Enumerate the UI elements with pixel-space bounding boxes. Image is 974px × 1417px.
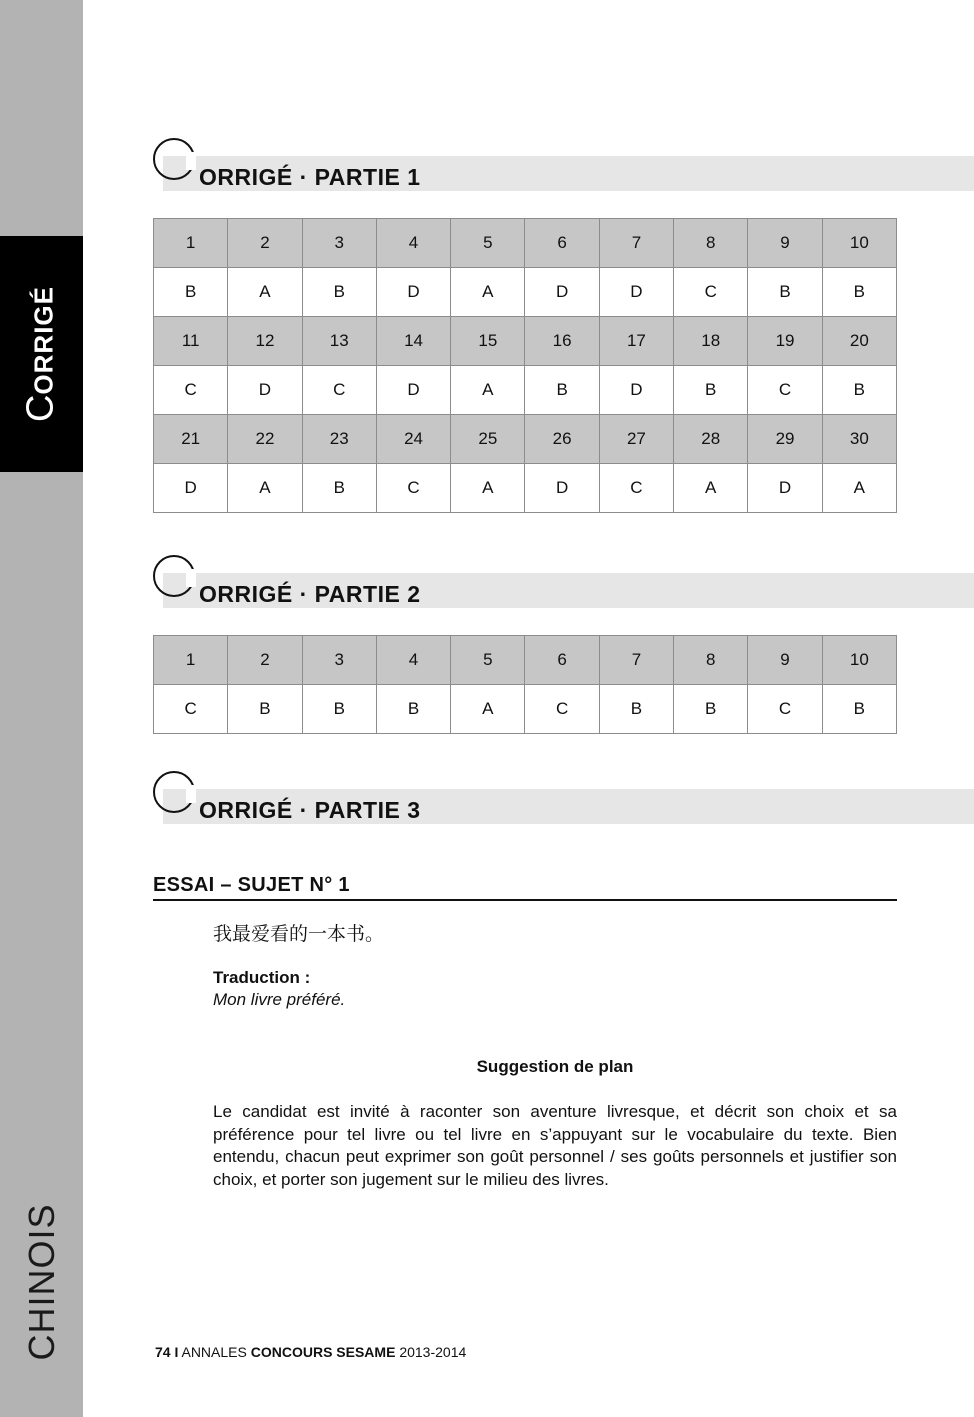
answer-cell: A [674, 464, 748, 513]
answer-cell: A [228, 268, 302, 317]
question-number-cell: 4 [376, 636, 450, 685]
heading-title: ORRIGÉ · PARTIE 1 [199, 164, 421, 190]
essay-chinese-subject: 我最爱看的一本书。 [213, 923, 385, 945]
footer-publication: CONCOURS SESAME [250, 1344, 396, 1360]
question-number-cell: 4 [376, 219, 450, 268]
question-number-cell: 8 [674, 636, 748, 685]
answer-cell: B [822, 268, 896, 317]
answer-cell: B [674, 366, 748, 415]
answer-row [154, 464, 897, 513]
answer-cell: A [228, 464, 302, 513]
translation-text: Mon livre préféré. [213, 990, 346, 1009]
heading-title: ORRIGÉ · PARTIE 3 [199, 797, 421, 823]
answer-cell: B [302, 268, 376, 317]
answer-cell: B [302, 464, 376, 513]
answer-row [154, 268, 897, 317]
answer-cell: D [228, 366, 302, 415]
question-number-cell: 27 [599, 415, 673, 464]
question-number-cell: 3 [302, 219, 376, 268]
section-heading-part1 [153, 150, 974, 210]
question-number-cell: 6 [525, 219, 599, 268]
answer-cell: B [228, 685, 302, 734]
footer-prefix: ANNALES [181, 1344, 247, 1360]
heading-title: ORRIGÉ · PARTIE 2 [199, 581, 421, 607]
question-number-cell: 11 [154, 317, 228, 366]
page-footer [155, 1344, 466, 1360]
question-number-cell: 5 [451, 636, 525, 685]
sidebar-subject: CHINOIS [21, 1203, 62, 1361]
question-number-cell: 2 [228, 636, 302, 685]
plan-title: Suggestion de plan [476, 1057, 634, 1076]
question-number-cell: 22 [228, 415, 302, 464]
question-number-cell: 21 [154, 415, 228, 464]
question-number-cell: 7 [599, 219, 673, 268]
answer-cell: D [376, 268, 450, 317]
question-number-cell: 17 [599, 317, 673, 366]
question-number-cell: 2 [228, 219, 302, 268]
answer-cell: D [748, 464, 822, 513]
question-number-cell: 12 [228, 317, 302, 366]
answer-cell: B [599, 685, 673, 734]
question-number-cell: 15 [451, 317, 525, 366]
answer-cell: A [451, 268, 525, 317]
question-number-cell: 3 [302, 636, 376, 685]
answer-cell: D [599, 268, 673, 317]
sidebar-tab-label: CORRIGÉ [19, 285, 62, 423]
section-heading-part3 [153, 783, 974, 843]
question-number-cell: 26 [525, 415, 599, 464]
question-number-cell: 19 [748, 317, 822, 366]
answer-cell: B [525, 366, 599, 415]
question-number-row [154, 317, 897, 366]
footer-year: 2013-2014 [399, 1344, 467, 1360]
answer-cell: A [822, 464, 896, 513]
answers-table-part1 [153, 218, 897, 513]
question-number-cell: 29 [748, 415, 822, 464]
plan-paragraph: Le candidat est invité à raconter son aventure livresque, et décrit son choix et sa préférence pour tel livre ou tel livre en s’appuyant sur le vocabulaire du texte. Bien entendu, chacun peut exprimer son goût personnel / ses goûts personnels et justifier son choix, et porter son jugement sur le milieu des livres. [213, 1102, 897, 1189]
question-number-cell: 16 [525, 317, 599, 366]
footer-separator: I [174, 1344, 179, 1360]
answer-cell: A [451, 464, 525, 513]
question-number-cell: 9 [748, 636, 822, 685]
question-number-cell: 23 [302, 415, 376, 464]
answer-cell: C [525, 685, 599, 734]
question-number-cell: 5 [451, 219, 525, 268]
question-number-row [154, 415, 897, 464]
answer-cell: D [154, 464, 228, 513]
answer-cell: D [525, 464, 599, 513]
answer-cell: B [674, 685, 748, 734]
question-number-cell: 24 [376, 415, 450, 464]
answer-cell: C [674, 268, 748, 317]
heading-initial-c [153, 555, 195, 597]
answer-row [154, 366, 897, 415]
question-number-cell: 10 [822, 219, 896, 268]
answer-cell: C [748, 366, 822, 415]
question-number-cell: 9 [748, 219, 822, 268]
answer-cell: C [302, 366, 376, 415]
answer-cell: C [154, 366, 228, 415]
answer-cell: B [822, 366, 896, 415]
essay-heading: ESSAI – SUJET N° 1 [153, 874, 897, 901]
question-number-cell: 18 [674, 317, 748, 366]
answer-cell: C [154, 685, 228, 734]
page-number: 74 [155, 1344, 171, 1360]
translation-label: Traduction : [213, 968, 311, 987]
heading-initial-c [153, 771, 195, 813]
heading-initial-c [153, 138, 195, 180]
question-number-cell: 25 [451, 415, 525, 464]
question-number-cell: 10 [822, 636, 896, 685]
question-number-cell: 1 [154, 636, 228, 685]
answer-cell: B [376, 685, 450, 734]
question-number-row [154, 219, 897, 268]
answer-cell: C [599, 464, 673, 513]
answer-cell: A [451, 366, 525, 415]
answer-cell: B [302, 685, 376, 734]
question-number-cell: 6 [525, 636, 599, 685]
answer-cell: D [599, 366, 673, 415]
question-number-cell: 28 [674, 415, 748, 464]
question-number-cell: 7 [599, 636, 673, 685]
answer-row [154, 685, 897, 734]
answer-cell: C [748, 685, 822, 734]
answers-table-part2 [153, 635, 897, 734]
question-number-cell: 30 [822, 415, 896, 464]
answer-cell: D [525, 268, 599, 317]
answer-cell: B [822, 685, 896, 734]
question-number-cell: 14 [376, 317, 450, 366]
question-number-row [154, 636, 897, 685]
answer-cell: B [154, 268, 228, 317]
answer-cell: D [376, 366, 450, 415]
answer-cell: A [451, 685, 525, 734]
answer-cell: C [376, 464, 450, 513]
question-number-cell: 1 [154, 219, 228, 268]
question-number-cell: 8 [674, 219, 748, 268]
answer-cell: B [748, 268, 822, 317]
question-number-cell: 13 [302, 317, 376, 366]
question-number-cell: 20 [822, 317, 896, 366]
section-heading-part2 [153, 567, 974, 627]
